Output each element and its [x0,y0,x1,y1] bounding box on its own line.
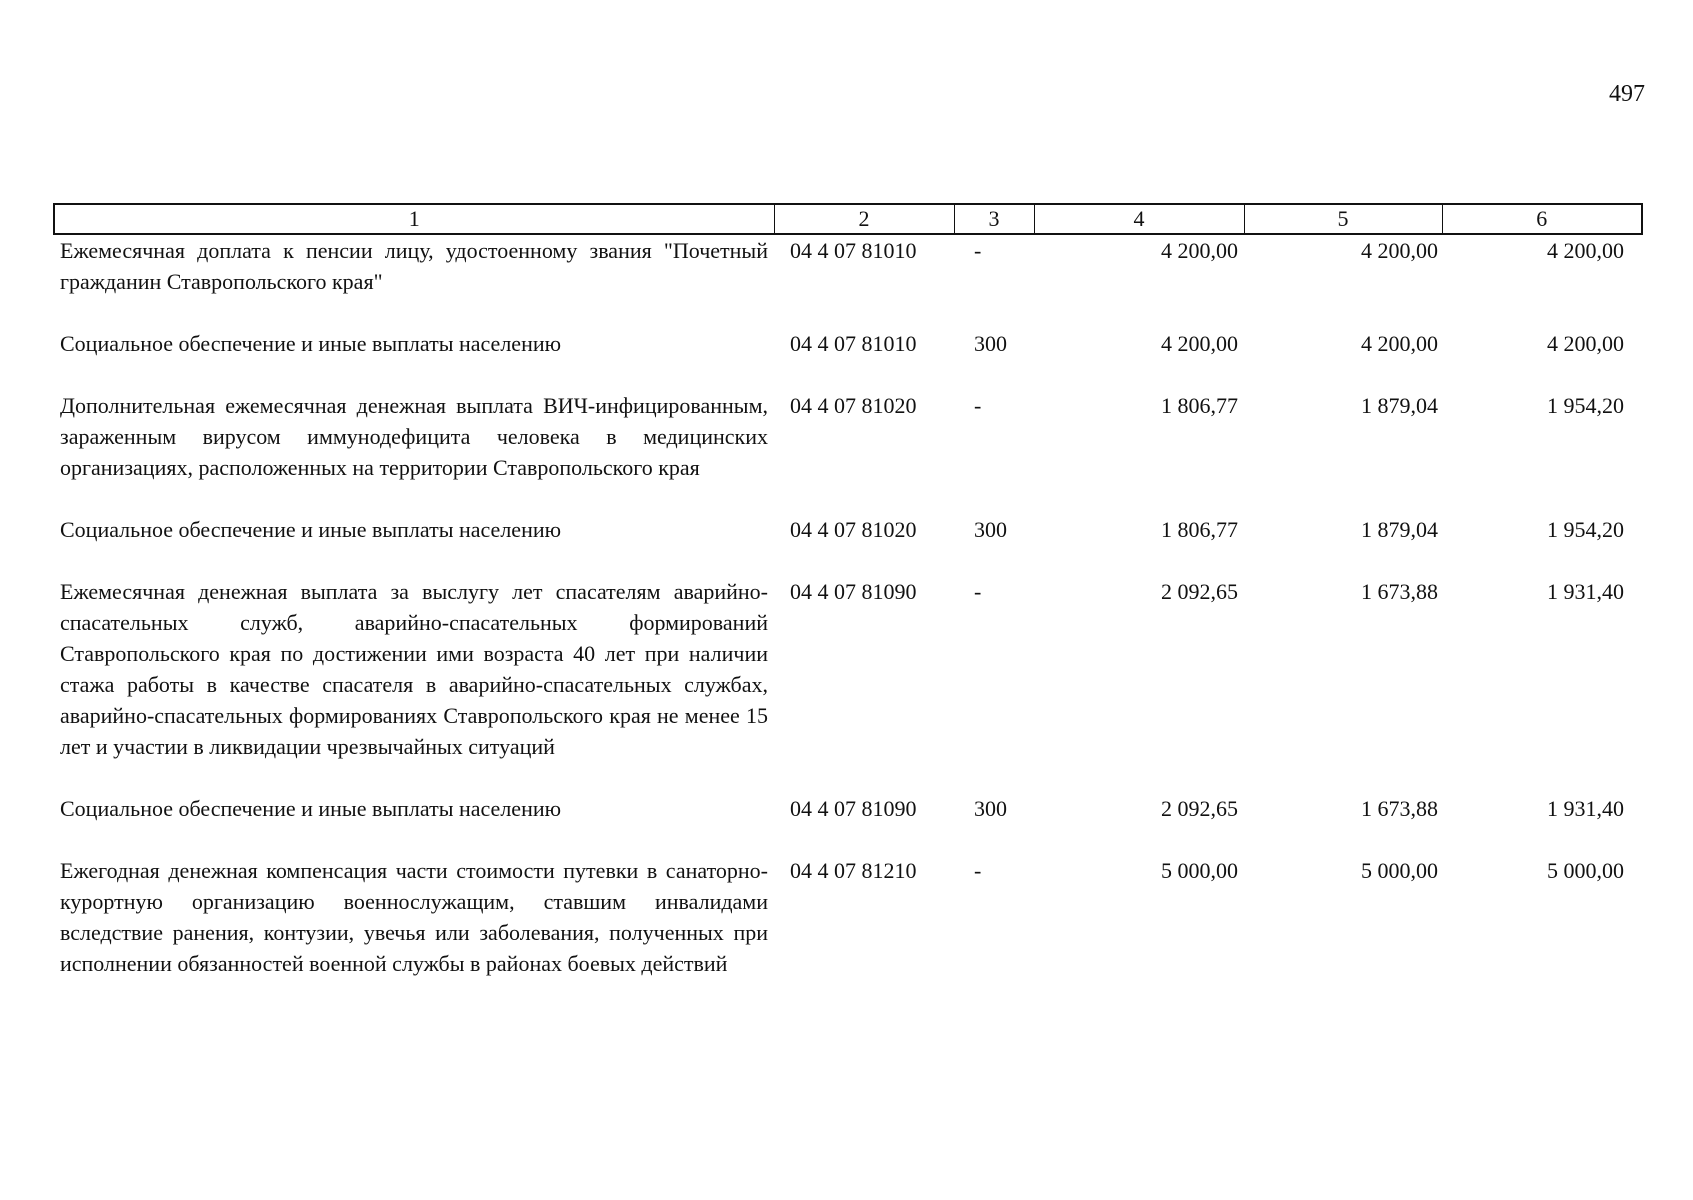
page-number: 497 [1609,81,1645,107]
amount-col-6: 4 200,00 [1547,331,1624,356]
target-article-code: 04 4 07 81090 [790,579,917,604]
amount-col-6: 1 954,20 [1547,517,1624,542]
expense-type-code: - [974,393,982,418]
amount-col-4: 2 092,65 [1161,796,1238,821]
amount-col-5: 1 673,88 [1361,796,1438,821]
column-header-6: 6 [1442,204,1642,234]
amount-col-5: 1 879,04 [1361,517,1438,542]
table-row [54,328,1642,390]
amount-col-4: 1 806,77 [1161,517,1238,542]
table-row [54,234,1642,328]
target-article-code: 04 4 07 81090 [790,796,917,821]
row-name: Социальное обеспечение и иные выплаты населению [60,331,562,356]
expense-type-code: 300 [974,331,1007,356]
row-name: Ежегодная денежная компенсация части стоимости путевки в санаторно-курортную организацию военнослужащим, ставшим инвалидами вследствие ранения, контузии, увечья или заболевания, полученных при исполнении обязанностей военной службы в районах боевых действий [60,858,768,976]
amount-col-5: 4 200,00 [1361,238,1438,263]
amount-col-4: 1 806,77 [1161,393,1238,418]
amount-col-6: 1 931,40 [1547,579,1624,604]
row-name: Дополнительная ежемесячная денежная выплата ВИЧ-инфицированным, зараженным вирусом иммунодефицита человека в медицинских организациях, расположенных на территории Ставропольского края [60,393,768,480]
table-row [54,390,1642,514]
header-row [54,204,1642,234]
amount-col-6: 5 000,00 [1547,858,1624,883]
amount-col-5: 5 000,00 [1361,858,1438,883]
target-article-code: 04 4 07 81210 [790,858,917,883]
table-body [54,234,1642,1010]
expense-type-code: 300 [974,796,1007,821]
target-article-code: 04 4 07 81020 [790,517,917,542]
table-row [54,514,1642,576]
row-name: Ежемесячная доплата к пенсии лицу, удостоенному звания "Почетный гражданин Ставропольского края" [60,238,768,294]
amount-col-5: 1 673,88 [1361,579,1438,604]
target-article-code: 04 4 07 81010 [790,238,917,263]
amount-col-5: 1 879,04 [1361,393,1438,418]
amount-col-6: 1 931,40 [1547,796,1624,821]
amount-col-4: 2 092,65 [1161,579,1238,604]
expense-type-code: 300 [974,517,1007,542]
table-header [54,204,1642,234]
amount-col-4: 4 200,00 [1161,238,1238,263]
amount-col-6: 4 200,00 [1547,238,1624,263]
table-row [54,793,1642,855]
target-article-code: 04 4 07 81010 [790,331,917,356]
row-name: Ежемесячная денежная выплата за выслугу лет спасателям аварийно-спасательных служб, аварийно-спасательных формирований Ставропольского края по достижении ими возраста 40 лет при наличии стажа работы в качестве спасателя в аварийно-спасательных службах, аварийно-спасательных формированиях Ставропольского края не менее 15 лет и участии в ликвидации чрезвычайных ситуаций [60,579,768,759]
row-name: Социальное обеспечение и иные выплаты населению [60,517,562,542]
column-header-1: 1 [54,204,774,234]
table-row [54,576,1642,793]
amount-col-5: 4 200,00 [1361,331,1438,356]
column-header-4: 4 [1034,204,1244,234]
target-article-code: 04 4 07 81020 [790,393,917,418]
expense-type-code: - [974,858,982,883]
expense-type-code: - [974,238,982,263]
amount-col-6: 1 954,20 [1547,393,1624,418]
column-header-3: 3 [954,204,1034,234]
budget-table [53,203,1643,1010]
row-name: Социальное обеспечение и иные выплаты населению [60,796,562,821]
column-header-2: 2 [774,204,954,234]
amount-col-4: 5 000,00 [1161,858,1238,883]
column-header-5: 5 [1244,204,1442,234]
expense-type-code: - [974,579,982,604]
amount-col-4: 4 200,00 [1161,331,1238,356]
table-row [54,855,1642,1010]
